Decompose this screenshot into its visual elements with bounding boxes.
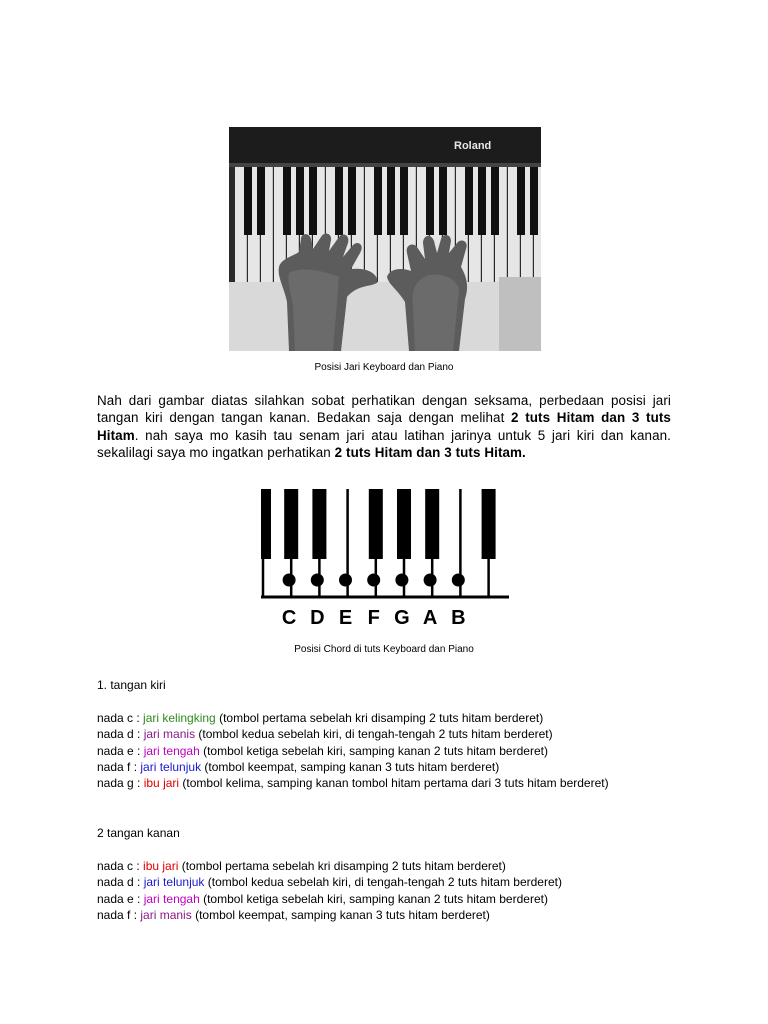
right-hand-list [97, 858, 671, 923]
photo-black-key [257, 167, 265, 235]
photo-black-key [491, 167, 499, 235]
list-item: nada e : jari tengah (tombol ketiga sebelah kiri, samping kanan 2 tuts hitam berderet) [97, 743, 548, 758]
note-dot [424, 574, 437, 587]
intro-paragraph [97, 392, 671, 462]
finger-name: jari manis [140, 907, 192, 922]
note-letter: F [367, 607, 380, 629]
note-dot [311, 574, 324, 587]
list-item: nada f : jari telunjuk (tombol keempat, samping kanan 3 tuts hitam berderet) [97, 759, 500, 774]
black-key [261, 489, 271, 559]
photo-black-key [387, 167, 395, 235]
list-item: nada f : jari manis (tombol keempat, samping kanan 3 tuts hitam berderet) [97, 907, 490, 922]
para-bold-2: 2 tuts Hitam dan 3 tuts Hitam. [334, 445, 526, 461]
para-text-2: . nah saya mo kasih tau senam jari atau latihan jarinya untuk 5 jari kiri dan kanan. sekalilagi saya mo ingatkan perhatikan [97, 427, 671, 461]
finger-name: jari tengah [143, 891, 200, 906]
photo-black-key [465, 167, 473, 235]
list-item: nada d : jari telunjuk (tombol kedua sebelah kiri, di tengah-tengah 2 tuts hitam berderet) [97, 875, 562, 890]
photo-black-key [374, 167, 382, 235]
note-dot [452, 574, 465, 587]
note-letter: C [281, 607, 297, 629]
photo-black-key [517, 167, 525, 235]
finger-name: jari telunjuk [143, 875, 205, 890]
photo-black-key [348, 167, 356, 235]
list-item: nada e : jari tengah (tombol ketiga sebelah kiri, samping kanan 2 tuts hitam berderet) [97, 891, 548, 906]
black-key [312, 489, 326, 559]
list-item: nada d : jari manis (tombol kedua sebelah kiri, di tengah-tengah 2 tuts hitam berderet) [97, 727, 553, 742]
left-hand-heading: 1. tangan kiri [97, 678, 166, 692]
note-letter: E [338, 607, 353, 629]
roland-brand-text: Roland [454, 140, 492, 152]
photo-black-key [530, 167, 538, 235]
finger-name: ibu jari [143, 859, 179, 873]
para-text-1: Nah dari gambar diatas silahkan sobat perhatikan dengan seksama, perbedaan posisi jari tangan kiri dengan tangan kanan. Bedakan saja dengan melihat [97, 393, 671, 426]
photo-black-key [283, 167, 291, 235]
photo-black-key [400, 167, 408, 235]
photo-black-key [335, 167, 343, 235]
black-key [397, 489, 411, 559]
right-hand-heading: 2 tangan kanan [97, 826, 180, 840]
para-bold-1: 2 tuts Hitam dan 3 tuts Hitam [97, 410, 671, 443]
note-dot [339, 574, 352, 587]
note-letter: A [422, 607, 438, 629]
photo-black-key [478, 167, 486, 235]
finger-name: jari kelingking [143, 711, 216, 725]
black-key [284, 489, 298, 559]
finger-name: jari manis [143, 727, 196, 742]
photo-black-key [426, 167, 434, 235]
figure2-caption: Posisi Chord di tuts Keyboard dan Piano [294, 644, 474, 655]
finger-name: ibu jari [143, 776, 180, 791]
photo-black-key [244, 167, 252, 235]
note-letter: D [310, 607, 325, 629]
photo-black-key [439, 167, 447, 235]
keyboard-notes-diagram [261, 483, 509, 633]
note-letter: B [451, 607, 466, 629]
figure1-caption: Posisi Jari Keyboard dan Piano [314, 362, 454, 373]
note-dot [367, 574, 380, 587]
note-dot [283, 574, 296, 587]
black-key [369, 489, 383, 559]
finger-name: jari tengah [143, 743, 200, 758]
note-dot [395, 574, 408, 587]
photo-black-key [309, 167, 317, 235]
photo-black-key [296, 167, 304, 235]
left-hand-list [97, 710, 671, 791]
black-key [482, 489, 496, 559]
list-item: nada c : jari kelingking (tombol pertama sebelah kri disamping 2 tuts hitam berderet) [97, 711, 544, 725]
list-item: nada g : ibu jari (tombol kelima, samping kanan tombol hitam pertama dari 3 tuts hitam berderet) [97, 776, 609, 791]
keyboard-hands-photo [229, 127, 541, 351]
finger-name: jari telunjuk [140, 759, 202, 774]
black-key [425, 489, 439, 559]
list-item: nada c : ibu jari (tombol pertama sebelah kri disamping 2 tuts hitam berderet) [97, 859, 506, 873]
note-letter: G [394, 607, 410, 629]
